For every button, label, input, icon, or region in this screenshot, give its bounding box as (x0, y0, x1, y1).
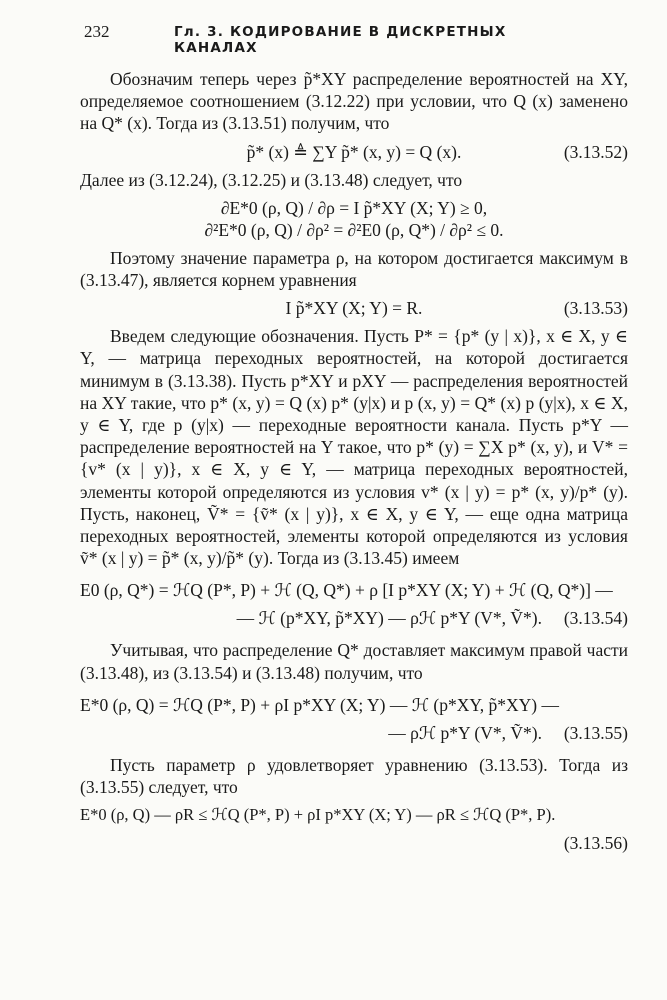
equation-number: (3.13.55) (563, 722, 628, 743)
equation-number: (3.13.52) (563, 141, 628, 162)
running-title: Гл. 3. КОДИРОВАНИЕ В ДИСКРЕТНЫХ КАНАЛАХ (174, 24, 507, 56)
paragraph-4: Введем следующие обозначения. Пусть P* = {p* (y | x)}, x ∈ X, y ∈ Y, — матрица переходных вероятностей, на которой достигается минимум в (3.13.38). Пусть p*XY и pXY — распределения вероятностей на XY такие, что p* (x, y) = Q (x) p* (y|x) и p (x, y) = Q* (x) p (y|x), x ∈ X, y ∈ Y, где p (y|x) — переходные вероятности канала. Пусть p*Y — распределение вероятностей на Y такое, что p* (y) = ∑X p* (x, y), и V* = {v* (x | y)}, x ∈ X, y ∈ Y, — матрица переходных вероятностей, элементы которой определяются из условия v* (x | y) = p* (x, y)/p* (y). Пусть, наконец, Ṽ* = {ṽ* (x | y)}, x ∈ X, y ∈ Y, — еще одна матрица переходных вероятностей, элементы которой определяются из условия ṽ* (x | y) = p̃* (x, y)/p̃* (y). Тогда из (3.13.45) имеем (80, 326, 628, 569)
equation-3-13-56: E*0 (ρ, Q) — ρR ≤ ℋQ (P*, P) + ρI p*XY (X; Y) — ρR ≤ ℋQ (P*, P). (80, 805, 556, 825)
equation-body: p̃* (x) ≜ ∑Y p̃* (x, y) = Q (x). (246, 141, 462, 162)
equation-second-derivative: ∂²E*0 (ρ, Q) / ∂ρ² = ∂²E0 (ρ, Q*) / ∂ρ² ≤ 0. (204, 219, 504, 240)
equation-3-13-55-line-2 (80, 722, 628, 744)
equation-number: (3.13.53) (563, 298, 628, 319)
page-number: 232 (84, 22, 110, 41)
equation-body: — ℋ (p*XY, p̃*XY) — ρℋ p*Y (V*, Ṽ*). (236, 608, 542, 629)
equation-body: I p̃*XY (X; Y) = R. (285, 298, 423, 319)
page-body (80, 68, 628, 854)
equation-3-13-56-number: (3.13.56) (563, 833, 628, 854)
equation-3-13-53 (80, 297, 628, 319)
equation-number: (3.13.54) (563, 608, 628, 629)
equation-body: — ρℋ p*Y (V*, Ṽ*). (388, 722, 542, 743)
paragraph-5: Учитывая, что распределение Q* доставляет максимум правой части (3.13.48), из (3.13.54) и (3.13.48) получим, что (80, 640, 628, 683)
page-header (84, 22, 583, 56)
equation-3-13-54-line-1: E0 (ρ, Q*) = ℋQ (P*, P) + ℋ (Q, Q*) + ρ [I p*XY (X; Y) + ℋ (Q, Q*)] — (80, 580, 613, 601)
paragraph-6: Пусть параметр ρ удовлетворяет уравнению (3.13.53). Тогда из (3.13.55) следует, что (80, 754, 628, 798)
paragraph-3: Поэтому значение параметра ρ, на котором достигается максимум в (3.13.47), является корнем уравнения (80, 247, 628, 291)
paragraph-1: Обозначим теперь через p̃*XY распределение вероятностей на XY, определяемое соотношением (3.12.22) при условии, что Q (x) заменено на Q* (x). Тогда из (3.13.51) получим, что (80, 69, 628, 134)
equation-3-13-52 (80, 141, 628, 163)
equation-3-13-54-line-2 (80, 607, 628, 629)
equation-3-13-55-line-1: E*0 (ρ, Q) = ℋQ (P*, P) + ρI p*XY (X; Y) — ℋ (p*XY, p̃*XY) — (80, 694, 559, 715)
equation-first-derivative: ∂E*0 (ρ, Q) / ∂ρ = I p̃*XY (X; Y) ≥ 0, (220, 197, 488, 218)
paragraph-2: Далее из (3.12.24), (3.12.25) и (3.13.48) следует, что (80, 169, 463, 190)
